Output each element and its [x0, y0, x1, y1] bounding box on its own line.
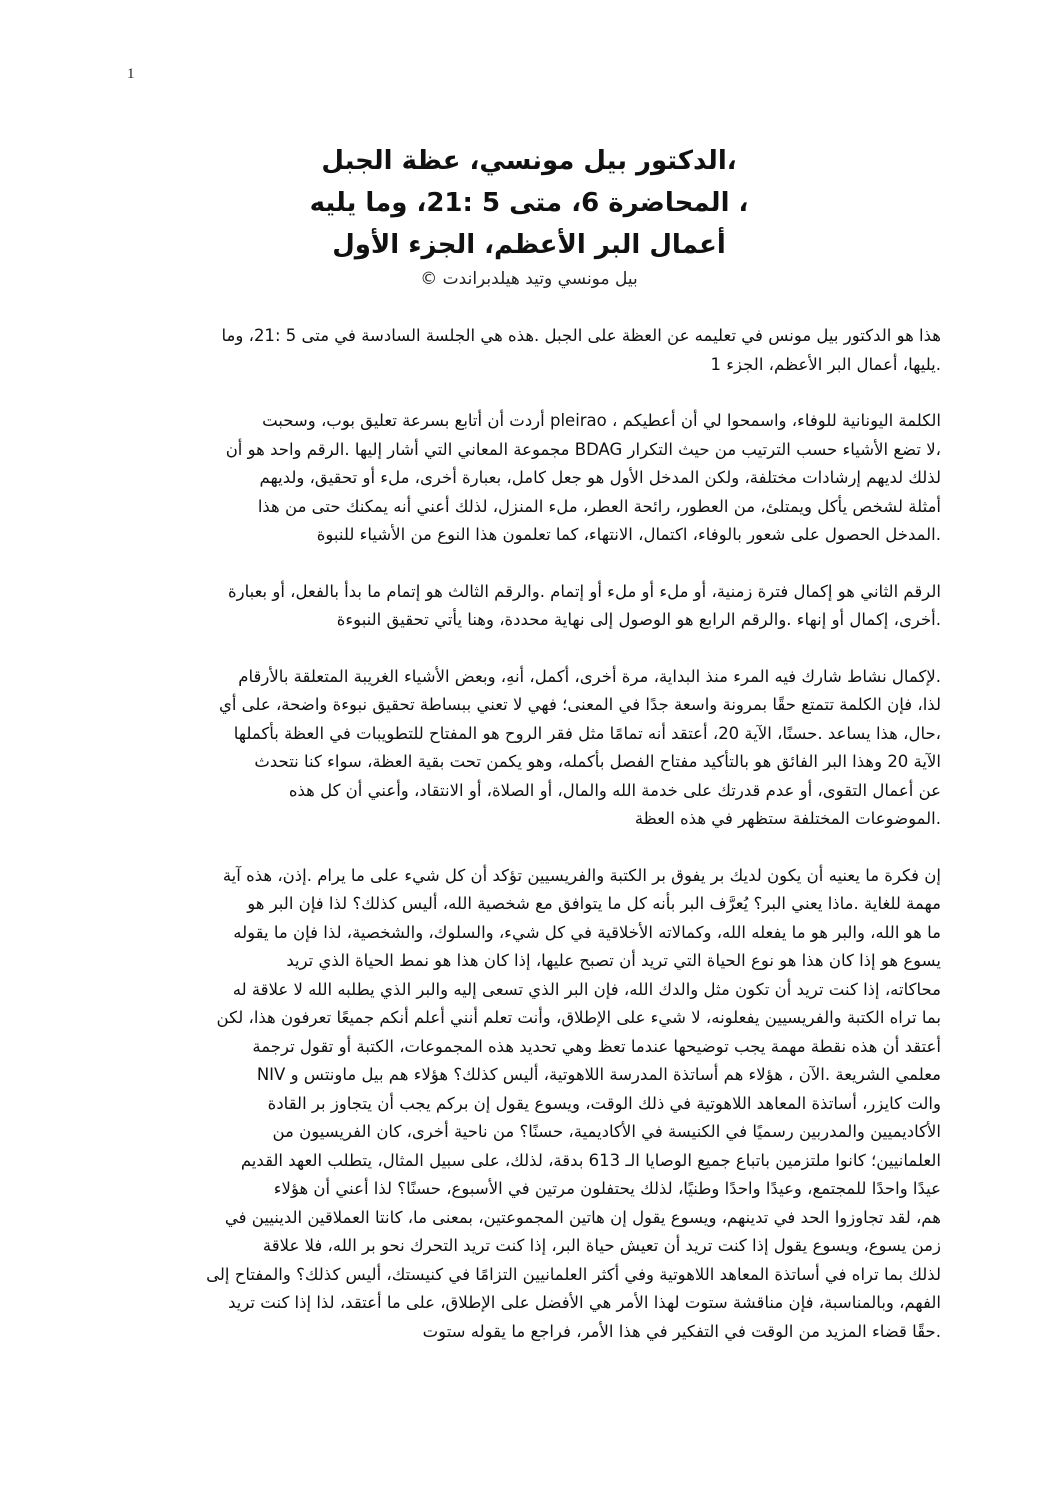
text-line: أمثلة لشخص يأكل ويمتلئ، من العطور، رائحة العطر، ملء المنزل، لذلك أعني أنه يمكنك حتى من هذا [257, 496, 941, 516]
text-line: هم، لقد تجاوزوا الحد في تدينهم، ويسوع يقول إن هاتين المجموعتين، بمعنى ما، كانتا العملاقين الدينيين في [224, 1207, 941, 1227]
text-line: .الموضوعات المختلفة ستظهر في هذه العظة [634, 809, 941, 828]
text-line: العلمانيين؛ كانوا ملتزمين باتباع جميع الوصايا الـ 613 بدقة، لذلك، على سبيل المثال، يتطلب العهد القديم [240, 1150, 941, 1170]
text-line: ،لا تضع الأشياء حسب الترتيب من حيث التكرار BDAG مجموعة المعاني التي أشار إليها .الرقم واحد هو أن [225, 439, 941, 459]
text-line: ما هو الله، والبر هو ما يفعله الله، وكمالاته الأخلاقية في كل شيء، والسلوك، والشخصية، لذا فإن ما يقوله [233, 922, 941, 942]
text-line: عيدًا واحدًا للمجتمع، وعيدًا واحدًا وطنيًا، لذلك يحتفلون مرتين في الأسبوع، حسنًا؟ لذا أعني أن هؤلاء [273, 1179, 941, 1198]
text-line: محاكاته، إذا كنت تريد أن تكون مثل والدك الله، فإن البر الذي تسعى إليه والبر الذي يطلبه الله لا علاقة له [232, 979, 941, 999]
text-line: الكلمة اليونانية للوفاء، واسمحوا لي أن أعطيكم ، pleirao أردت أن أتابع بسرعة تعليق بوب، وسحبت [262, 411, 941, 430]
text-line: والت كايزر، أساتذة المعاهد اللاهوتية في ذلك الوقت، ويسوع يقول إن بركم يجب أن يتجاوز بر القادة [267, 1093, 941, 1113]
paragraph-pleirao [137, 407, 941, 550]
document-header [200, 140, 858, 292]
text-line: زمن يسوع، ويسوع يقول إذا كنت تريد أن تعيش حياة البر، إذا كنت تريد التحرك نحو بر الله، فلا علاقة [262, 1236, 941, 1255]
paragraph-righteousness [137, 862, 941, 1347]
text-line: .حقًا قضاء المزيد من الوقت في التفكير في هذا الأمر، فراجع ما يقوله ستوت [422, 1321, 941, 1341]
text-line: الأكاديميين والمدربين رسميًا في الكنيسة في الأكاديمية، حسنًا؟ من ناحية أخرى، كان الفريسيون من [272, 1122, 941, 1141]
text-line: الآية 20 وهذا البر الفائق هو بالتأكيد مفتاح الفصل بأكمله، وهو يكمن تحت بقية العظة، سواء كنا نتحدث [254, 752, 941, 771]
paragraph-verse-20 [137, 663, 941, 834]
text-line: معلمي الشريعة .الآن ، هؤلاء هم أساتذة المدرسة اللاهوتية، أليس كذلك؟ هؤلاء هم بيل ماونتس و NIV [256, 1065, 941, 1084]
paragraph-numbers [137, 578, 941, 635]
text-line: .لإكمال نشاط شارك فيه المرء منذ البداية، مرة أخرى، أكمل، أنهِ، وبعض الأشياء الغريبة المتعلقة بالأرقام [238, 666, 941, 686]
text-line: .يليها، أعمال البر الأعظم، الجزء 1 [710, 354, 941, 374]
text-line: هذا هو الدكتور بيل مونس في تعليمه عن العظة على الجبل .هذه هي الجلسة السادسة في متى 5 :21، وما [221, 326, 941, 345]
copyright-line: بيل مونسي وتيد هيلدبراندت © [420, 269, 638, 289]
text-line: يسوع هو إذا كان هذا هو نوع الحياة التي تريد أن تصبح عليها، إذا كان هذا هو نمط الحياة الذي تريد [286, 951, 941, 970]
text-line: لذا، فإن الكلمة تتمتع حقًا بمرونة واسعة جدًا في المعنى؛ فهي لا تعني ببساطة تحقيق نبوءة واضحة، على أي [218, 695, 941, 714]
paragraph-intro [137, 322, 941, 379]
title-line-3: أعمال البر الأعظم، الجزء الأول [332, 230, 726, 260]
text-line: لذلك لديهم إرشادات مختلفة، ولكن المدخل الأول هو جعل كامل، بعبارة أخرى، ملء أو تحقيق، ولديهم [259, 468, 941, 487]
page-number: 1 [127, 66, 135, 82]
text-line: .أخرى، إكمال أو إنهاء .والرقم الرابع هو الوصول إلى نهاية محددة، وهنا يأتي تحقيق النبوءة [336, 610, 941, 629]
text-line: .المدخل الحصول على شعور بالوفاء، اكتمال، الانتهاء، كما تعلمون هذا النوع من الأشياء للنبوة [316, 525, 941, 544]
document-body [137, 322, 941, 1374]
text-line: الفهم، وبالمناسبة، فإن مناقشة ستوت لهذا الأمر هي الأفضل على الإطلاق، على ما أعتقد، لذا إذا كنت تريد [228, 1293, 941, 1312]
text-line: الرقم الثاني هو إكمال فترة زمنية، أو ملء أو ملء أو إتمام .والرقم الثالث هو إتمام ما بدأ بالفعل، أو بعبارة [227, 581, 941, 601]
text-line: ،حال، هذا يساعد .حسنًا، الآية 20، أعتقد أنه تمامًا مثل فقر الروح هو المفتاح للتطويبات في العظة بأكملها [233, 723, 941, 743]
text-line: إن فكرة ما يعنيه أن يكون لديك بر يفوق بر الكتبة والفريسيين تؤكد أن كل شيء على ما يرام .إذن، هذه آية [222, 865, 941, 885]
title-line-1: ،الدكتور بيل مونسي، عظة الجبل [321, 146, 737, 176]
text-line: مهمة للغاية .ماذا يعني البر؟ يُعرَّف البر بأنه كل ما يتوافق مع شخصية الله، أليس كذلك؟ لذا فإن البر هو [247, 894, 941, 913]
text-line: أعتقد أن هذه نقطة مهمة يجب توضيحها عندما تعظ وهي تحديد هذه المجموعات، الكتبة أو تقول ترجمة [252, 1036, 941, 1056]
title-line-2: ، المحاضرة 6، متى 5 :21، وما يليه [309, 188, 749, 218]
text-line: عن أعمال التقوى، أو عدم قدرتك على خدمة الله والمال، أو الصلاة، أو الانتقاد، وأعني أن كل هذه [288, 780, 941, 800]
text-line: بما تراه الكتبة والفريسيين يفعلونه، لا شيء على الإطلاق، وأنت تعلم أنني أعلم أنكم جميعًا تعرفون هذا، لكن [216, 1008, 941, 1027]
text-line: لذلك بما تراه في أساتذة المعاهد اللاهوتية وفي أكثر العلمانيين التزامًا في كنيستك، أليس كذلك؟ والمفتاح إلى [206, 1264, 941, 1284]
